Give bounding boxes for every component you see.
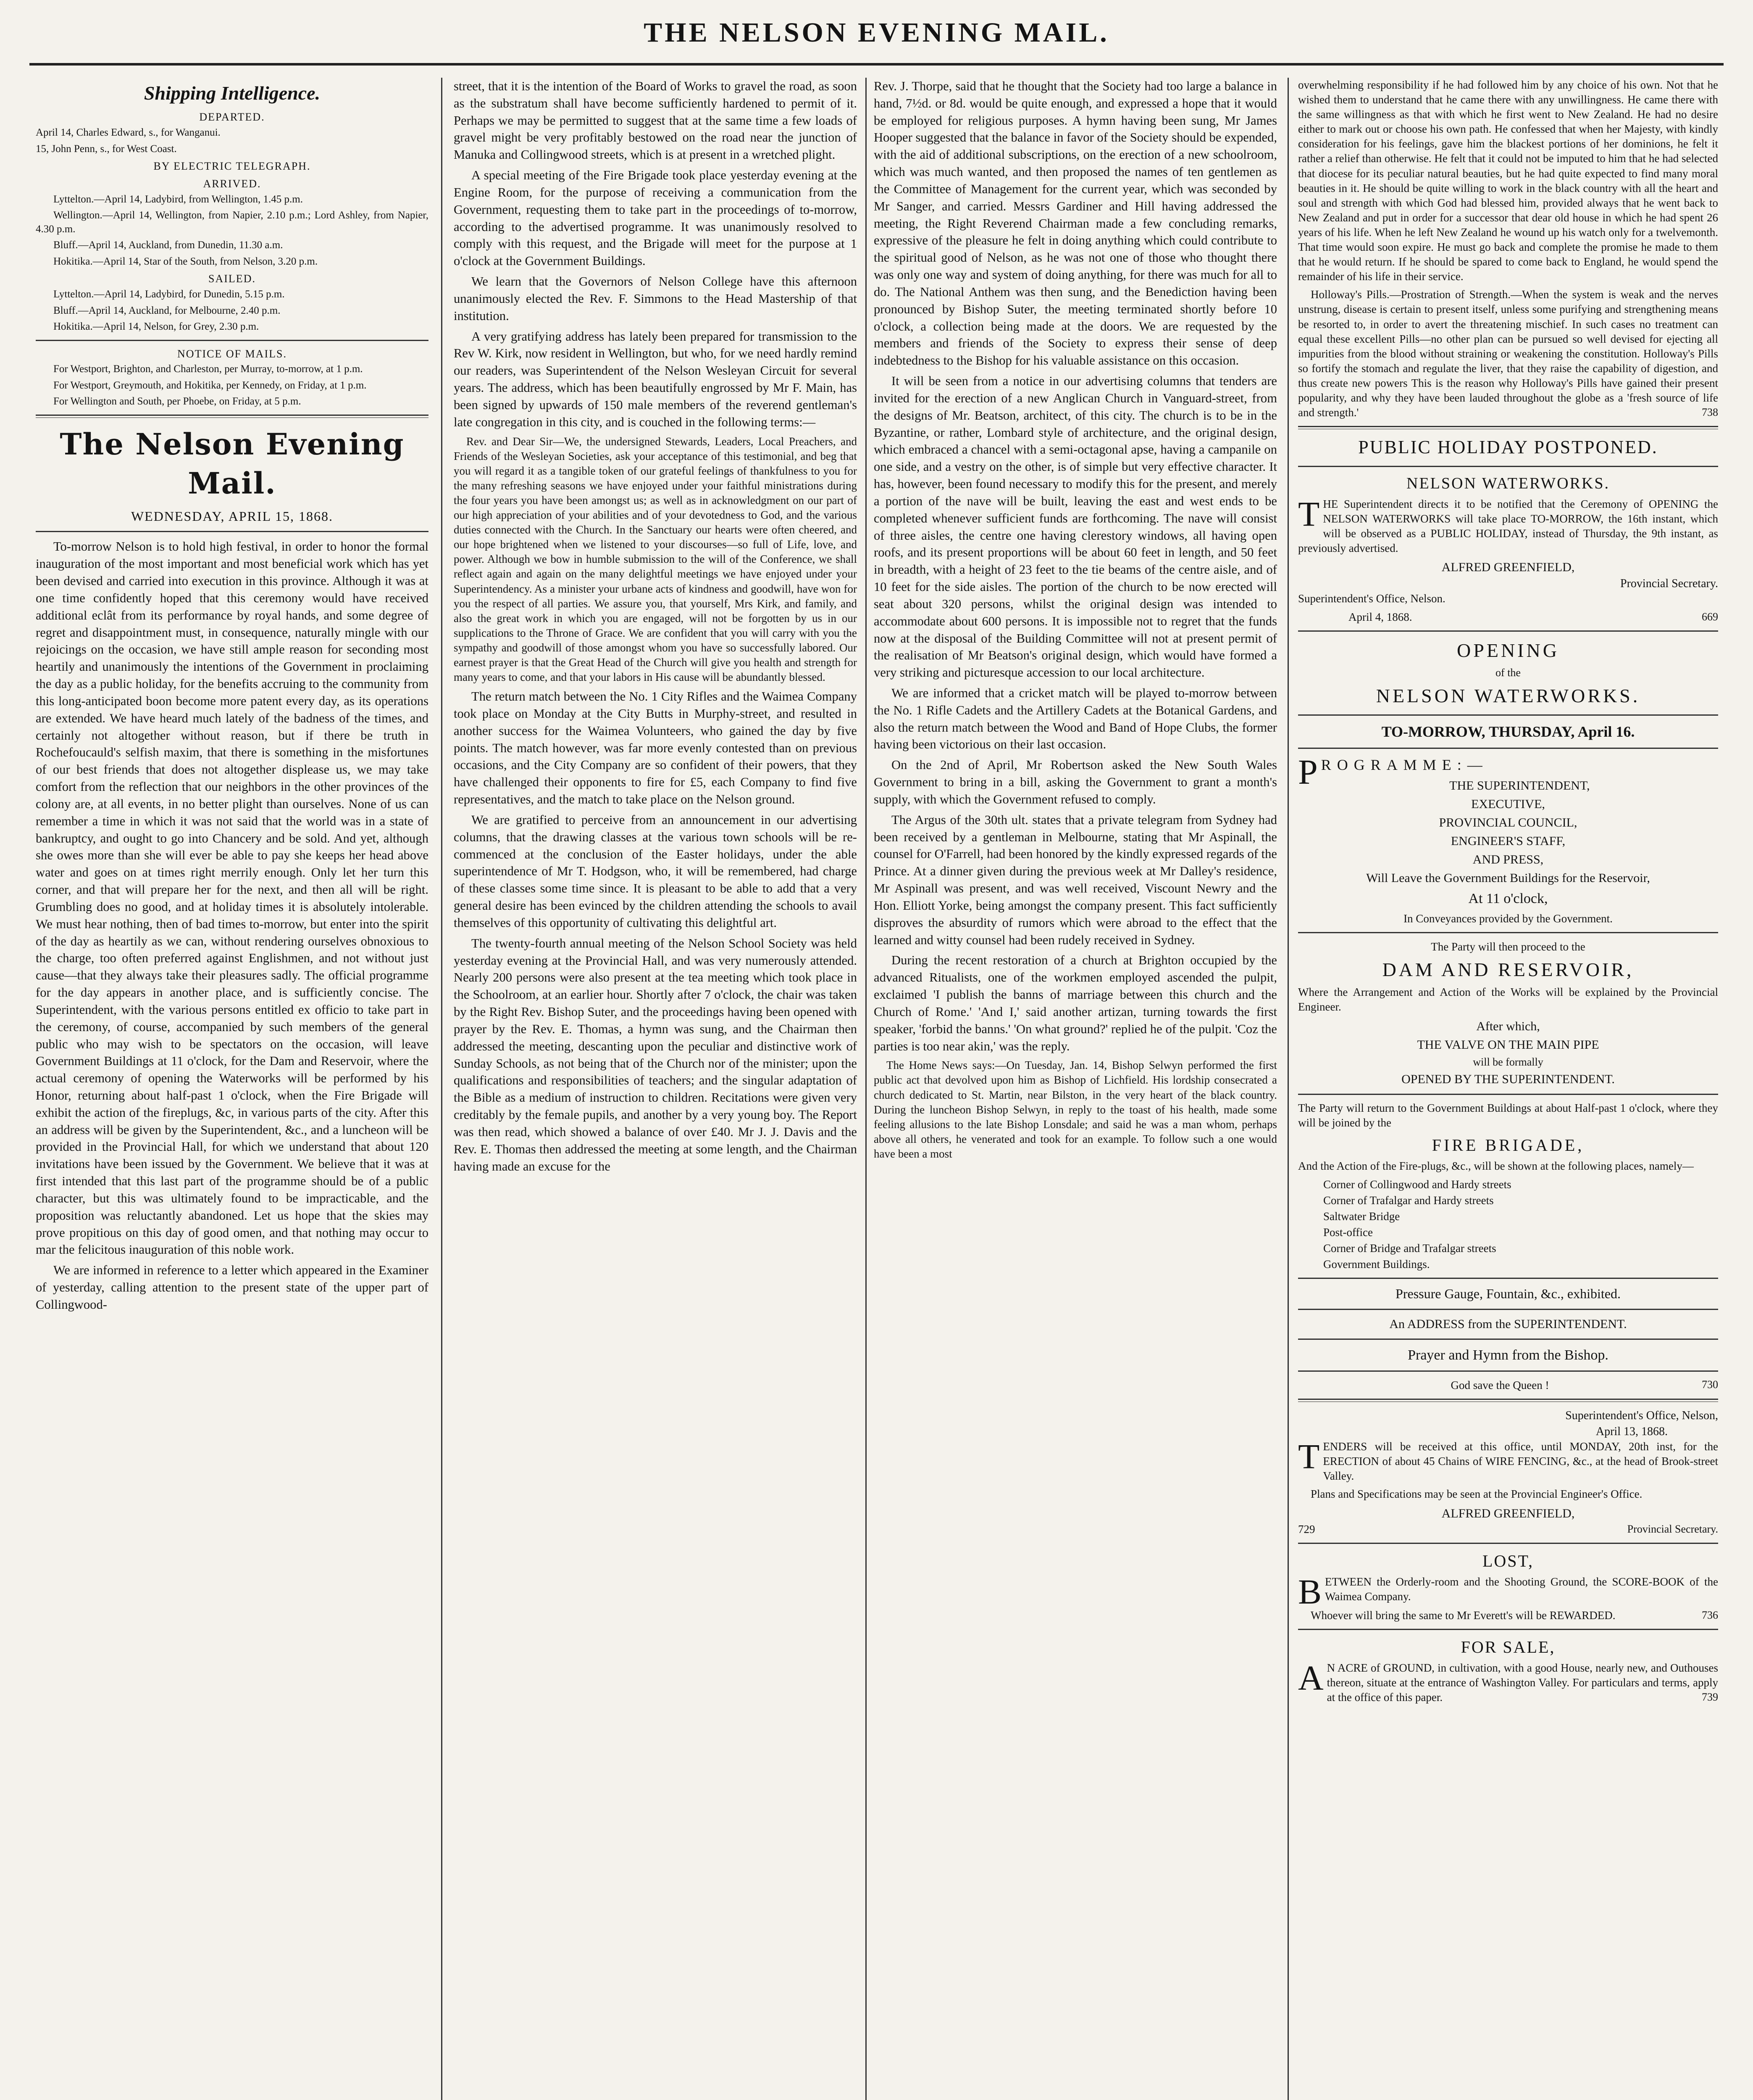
programme-line: AND PRESS, — [1472, 853, 1544, 867]
programme-queen: God save the Queen ! — [1451, 1379, 1549, 1392]
advert-date: April 4, 1868. — [1348, 610, 1412, 623]
advert-text: N ACRE of GROUND, in cultivation, with a good House, nearly new, and Outhouses thereon, situate at the entrance of Washington Valley. For particulars and terms, apply at the office of this paper. — [1327, 1662, 1718, 1704]
divider — [36, 531, 428, 532]
holloway-advert — [1298, 287, 1718, 420]
article-paragraph: The Argus of the 30th ult. states that a private telegram from Sydney had been received by a gentleman in Melbourne, stating that Mr Aspinall, the counsel for O'Farrell, had been honored by the kindly expressed regards of the Prince. At a dinner given during the previous week at Mr Dalley's residence, Mr Aspinall was present, and was well received, Viscount Newry and the Hon. Elliott Yorke, being amongst the company present. This fact sufficiently disproves the absurdity of rumors which were abroad to the effect that the learned and witty counsel had been rudely received in Sydney. — [874, 812, 1277, 947]
programme-line: THE VALVE ON THE MAIN PIPE — [1417, 1037, 1599, 1052]
advert-number: 730 — [1702, 1378, 1718, 1391]
arrived-heading: ARRIVED. — [203, 178, 261, 190]
article-paragraph: We are gratified to perceive from an announcement in our advertising columns, that the drawing classes at the various town schools will be re-commenced at the conclusion of the Easter holidays, under the able superintendence of Mr T. Hodgson, who, it will be remembered, had charge of these classes some time since. It is pleasant to be able to add that a very general desire has been evinced by the children attending the schools to avail themselves of this opportunity of cultivating this delightful art. — [454, 812, 857, 930]
signature: ALFRED GREENFIELD, — [1441, 560, 1575, 574]
divider — [1298, 630, 1718, 632]
sailed-heading: SAILED. — [208, 273, 256, 285]
home-news-text — [874, 1058, 1277, 1161]
shipping-entry: Bluff.—April 14, Auckland, from Dunedin, 11.30 a.m. — [53, 239, 283, 251]
advert-body — [1298, 1572, 1718, 1623]
programme-place: Corner of Bridge and Trafalgar streets — [1323, 1242, 1496, 1255]
shipping-entry: Bluff.—April 14, Auckland, for Melbourne, 2.40 p.m. — [53, 304, 281, 316]
masthead: THE NELSON EVENING MAIL. — [644, 17, 1109, 48]
drop-cap: B — [1298, 1572, 1322, 1612]
advert-heading: OPENING — [1457, 639, 1559, 661]
advert-of: of the — [1495, 667, 1521, 679]
programme-brigade: FIRE BRIGADE, — [1432, 1135, 1585, 1155]
advert-date: April 13, 1868. — [1595, 1425, 1668, 1438]
telegraph-heading: BY ELECTRIC TELEGRAPH. — [153, 160, 311, 173]
programme-line: Will Leave the Government Buildings for the Reservoir, — [1366, 871, 1650, 885]
advert-body — [1298, 1661, 1718, 1705]
article-paragraph: It will be seen from a notice in our advertising columns that tenders are invited for the erection of a new Anglican Church in Vanguard-street, from the designs of Mr. Beatson, architect, of this city. The church is to be in the Byzantine, or rather, Lombard style of architecture, and the original design, which embraced a chancel with a semi-octagonal apse, having a campanile on one side, and a vestry on the other, is of simple but very effective character. It has, however, been found necessary to modify this for the present, and merely a portion of the nave will be built, leaving the east and west ends to be completed whenever sufficient funds are forthcoming. The nave will consist of three aisles, the centre one having clerestory windows, all having open roofs, and its present proportions will be about 60 feet in length, and 50 feet in breadth, with a height of 23 feet to the tie beams of the centre aisle, and of 10 feet for the side aisles. The portion of the church to be now erected will seat about 320 persons, whilst the original design was intended to accommodate about 600 persons. It is impossible not to regret that the funds now at the disposal of the Building Committee will not at present permit of the realisation of Mr Beatson's original design, which would have formed a very striking and picturesque accession to our local architecture. — [874, 374, 1277, 680]
programme-line: PROVINCIAL COUNCIL, — [1439, 816, 1577, 830]
shipping-entry: Wellington.—April 14, Wellington, from Napier, 2.10 p.m.; Lord Ashley, from Napier, 4.30 p.m. — [36, 210, 428, 235]
divider — [1298, 1399, 1718, 1402]
programme-place: Saltwater Bridge — [1323, 1210, 1400, 1223]
advert-heading: LOST, — [1482, 1551, 1534, 1570]
shipping-entry: Lyttelton.—April 14, Ladybird, for Dunedin, 5.15 p.m. — [53, 289, 285, 300]
programme-text: The Party will return to the Government Buildings at about Half-past 1 o'clock, where they will be joined by the — [1298, 1102, 1718, 1129]
advert-number: 736 — [1702, 1609, 1718, 1621]
column-2 — [454, 78, 857, 2100]
column-divider — [865, 78, 867, 2100]
programme-text: Where the Arrangement and Action of the Works will be explained by the Provincial Engineer. — [1298, 986, 1718, 1013]
advert-subheading: NELSON WATERWORKS. — [1406, 474, 1610, 492]
article-paragraph: A very gratifying address has lately been prepared for transmission to the Rev W. Kirk, now resident in Wellington, but who, for we need hardly remind our readers, was Superintendent of the Nelson Wesleyan Circuit for several years. The address, which has been beautifully engrossed by Mr F. Main, has been signed by upwards of 150 male members of the reverend gentleman's late congregation in this city, and is couched in the following terms:— — [454, 329, 857, 429]
advert-sig-line — [1298, 1522, 1718, 1537]
advert-office: Superintendent's Office, Nelson. — [1298, 592, 1446, 605]
column-1 — [36, 78, 428, 2100]
signature: ALFRED GREENFIELD, — [1441, 1506, 1575, 1520]
advert-text: HE Superintendent directs it to be notified that the Ceremony of OPENING the NELSON WATERWORKS will take place TO-MORROW, the 16th instant, which will be observed as a PUBLIC HOLIDAY, instead of Thursday, the 9th instant, as previously advertised. — [1298, 497, 1718, 554]
article-paragraph: To-morrow Nelson is to hold high festival, in order to honor the formal inauguration of the most important and most beneficial work which has yet been devised and carried into execution in this province. Although it was at one time confidently hoped that this ceremony would have received additional eclât from its performance by royal hands, and some degree of regret and disappointment must, in consequence, naturally mingle with our rejoicings on the occasion, we have still ample reason for seconding most heartily and unanimously the intentions of the Government in proclaiming the day as a public holiday, for the benefits accruing to the community from this long-anticipated boon become more patent every day, as its operations are extended. We have heard much lately of the badness of the times, and certainly not altogether without reason, but if there be truth in Rochefoucauld's selfish maxim, that there is something in the misfortunes of our best friends that does not altogether displease us, we may take comfort from the reflection that our neighbors in the other provinces of the colony are, at all events, in no better plight than ourselves. None of us can remember a time in which it was not said that the world was in a state of bankruptcy, and ought to go into Chancery and be sold. And yet, although she owes more than she will ever be able to pay she keeps her head above water and goes on at times right merrily enough. Only let her turn this corner, and that will prepare her for the next, and then all will be right. Grumbling does no good, and at holiday times it is absolutely intolerable. We must hear nothing, then of bad times to-morrow, but enter into the spirit of the day as heartily as we can, without rendering ourselves obnoxious to the charge, too often preferred against Englishmen, and not without just cause—that they always take their pleasures sadly. The official programme for the day appears in another place, and is sufficiently concise. The Superintendent, with the various persons entitled ex officio to take part in the ceremony, of course, accompanied by such members of the general public who may wish to be spectators on the occasion, will leave Government Buildings at 11 o'clock, for the Dam and Reservoir, where the actual ceremony of opening the Waterworks will be performed by his Honor, returning about half-past 1 o'clock, when the Fire Brigade will exhibit the action of the fireplugs, &c, in various parts of the city. After this an address will be given by the Superintendent, &c., and a luncheon will be provided in the Provincial Hall, for which we understand that about 120 invitations have been issued by the Government. We believe that it was at first intended that this last part of the programme should be of a public character, but this was ultimately found to be impracticable, and the proposition was reluctantly abandoned. Let us hope that the skies may prove propitious on this day of good omen, and that nothing may occur to mar the felicitous inauguration of this noble work. — [36, 539, 428, 1257]
address-text — [454, 434, 857, 685]
drop-cap: A — [1298, 1659, 1324, 1698]
drop-cap: T — [1298, 1437, 1320, 1477]
advert-text: Plans and Specifications may be seen at the Provincial Engineer's Office. — [1311, 1488, 1643, 1501]
divider — [1298, 748, 1718, 749]
mail-entry: For Westport, Brighton, and Charleston, per Murray, to-morrow, at 1 p.m. — [53, 363, 363, 375]
programme-label: ROGRAMME:— — [1321, 756, 1488, 774]
programme-line: ENGINEER'S STAFF, — [1451, 834, 1566, 848]
article-paragraph: A special meeting of the Fire Brigade took place yesterday evening at the Engine Room, for the purpose of receiving a communication from the Government, requesting them to take part in the proceedings of to-morrow, according to the advertised programme. It was unanimously resolved to comply with this request, and the Brigade will meet for the purpose at 1 o'clock at the Government Buildings. — [454, 168, 857, 268]
continued-text — [1298, 78, 1718, 420]
article-paragraph: overwhelming responsibility if he had followed him by any choice of his own. Not that he wished them to understand that he came there with any unwillingness. He came there with the same willingness as that with which he first went to New Zealand. He had no desire either to mark out or choose his own path. He confessed that when her Majesty, with kindly consideration for his feelings, gave him the blackest portions of her dominions, he felt it rather a relief than otherwise. He felt that it could not be imputed to him that he had selected that diocese for its peculiar natural beauties, but he had quite expected to find many moral beauties in it. He should be quite willing to work in the black country with all the heart and soul and strength with which God had blessed him, provided always that he went back to New Zealand and put in order for a successor that dear old house in which he had spent 26 years of his life. When he left New Zealand he wound up his watch only for a twelvemonth. That time would soon expire. He must go back and complete the promise he made to them that he would return. If he should be spared to come back to England, he would spend the remainder of his life in their service. — [1298, 79, 1718, 283]
programme-time: At 11 o'clock, — [1468, 891, 1548, 907]
column-3 — [874, 78, 1277, 2100]
divider — [1298, 1094, 1718, 1095]
programme-place: Corner of Collingwood and Hardy streets — [1323, 1178, 1511, 1191]
programme-line: In Conveyances provided by the Government. — [1403, 912, 1613, 925]
divider — [36, 340, 428, 341]
divider — [1298, 1339, 1718, 1340]
divider — [1298, 1370, 1718, 1372]
shipping-section — [36, 110, 428, 408]
advert-text: ETWEEN the Orderly-room and the Shooting Ground, the SCORE-BOOK of the Waimea Company. — [1325, 1575, 1718, 1603]
programme-text: And the Action of the Fire-plugs, &c., will be shown at the following places, namely— — [1298, 1159, 1694, 1172]
shipping-entry: Hokitika.—April 14, Star of the South, from Nelson, 3.20 p.m. — [53, 255, 318, 267]
signature-title: Provincial Secretary. — [1627, 1522, 1718, 1535]
programme-line: After which, — [1476, 1019, 1540, 1033]
column-4 — [1298, 78, 1718, 2100]
advert-date-line — [1298, 610, 1718, 625]
advert-number: 729 — [1298, 1522, 1315, 1536]
address-paragraph: Rev. and Dear Sir—We, the undersigned Stewards, Leaders, Local Preachers, and Friends of the Wesleyan Societies, ask your acceptance of this testimonial, and beg that you will regard it as a tangible token of our grateful feelings of thankfulness to you for the many refreshing seasons we have enjoyed under your faithful ministrations during the four years you have been amongst us; as well as in acknowledgment on our part of our high appreciation of your abilities and of your devotedness to God, and the various duties connected with the Church. In the Sanctuary our hearts were often cheered, and our hope brightened when we listened to your discourses—so full of Life, love, and power. Although we bow in humble submission to the will of the Conference, we shall reflect again and again on the many delightful meetings we have enjoyed under your Superintendency. As a minister your urbane acts of kindness and goodwill, have won for you the respect of all parties. We assure you, that yourself, Mrs Kirk, and family, and also the great work in which you are engaged, will not be forgotten by us in our supplications to the Throne of Grace. We are confident that you will carry with you the sympathy and goodwill of those amongst whom you have so successfully labored. Our earnest prayer is that the Great Head of the Church will give you health and strength for many years to come, and that your labors in His cause will be abundantly blessed. — [454, 435, 857, 684]
article-paragraph: On the 2nd of April, Mr Robertson asked the New South Wales Government to bring in a bill, asking the Government to grant a month's supply, with which the Government refused to comply. — [874, 758, 1277, 806]
programme-line: OPENED BY THE SUPERINTENDENT. — [1401, 1072, 1615, 1087]
article-paragraph: street, that it is the intention of the Board of Works to gravel the road, as soon as the substratum shall have become sufficiently hardened to permit of it. Perhaps we may be permitted to suggest that at the same time a few loads of gravel might be very profitably bestowed on the road near the junction of Manuka and Collingwood streets, which is at present in a wretched plight. — [454, 79, 857, 162]
column-divider — [1288, 78, 1289, 2100]
mail-entry: For Westport, Greymouth, and Hokitika, per Kennedy, on Friday, at 1 p.m. — [53, 379, 367, 391]
mail-entry: For Wellington and South, per Phoebe, on Friday, at 5 p.m. — [53, 396, 301, 407]
shipping-entry: Hokitika.—April 14, Nelson, for Grey, 2.30 p.m. — [53, 321, 259, 333]
advert-number: 738 — [1702, 406, 1718, 419]
mails-heading: NOTICE OF MAILS. — [177, 347, 287, 360]
divider — [1298, 466, 1718, 467]
column-divider — [441, 78, 442, 2100]
masthead-rule — [29, 63, 1724, 66]
programme-place: Government Buildings. — [1323, 1258, 1430, 1271]
programme-block — [1298, 755, 1718, 868]
divider — [1298, 426, 1718, 429]
programme-line: EXECUTIVE, — [1471, 797, 1545, 811]
programme-prayer: Prayer and Hymn from the Bishop. — [1408, 1347, 1608, 1363]
divider — [1298, 1543, 1718, 1544]
advert-number: 669 — [1702, 610, 1718, 623]
article-paragraph: We learn that the Governors of Nelson College have this afternoon unanimously elected the Rev. F. Simmons to the Head Mastership of that institution. — [454, 274, 857, 323]
divider — [1298, 1629, 1718, 1630]
programme-place: Post-office — [1323, 1226, 1373, 1239]
article-paragraph: We are informed in reference to a letter which appeared in the Examiner of yesterday, calling attention to the present state of the upper part of Collingwood- — [36, 1263, 428, 1312]
paper-title: The Nelson Evening Mail. — [60, 426, 405, 501]
advert-holiday — [1298, 435, 1718, 624]
advert-opening — [1298, 638, 1718, 1393]
article-paragraph: During the recent restoration of a church at Brighton occupied by the advanced Ritualists, one of the workmen employed ascended the pulpit, exclaimed 'I publish the banns of marriage between this church and the Church of Rome.' 'And I,' said another artizan, turning towards the first speaker, 'forbid the banns.' 'On what ground?' replied he of the pulpit. 'Coz the parties is too near akin,' was the reply. — [874, 953, 1277, 1053]
shipping-entry: April 14, Charles Edward, s., for Wanganui. — [36, 127, 221, 139]
advert-office: Superintendent's Office, Nelson, — [1565, 1409, 1718, 1423]
divider — [1298, 1309, 1718, 1310]
divider — [36, 415, 428, 418]
divider — [1298, 1278, 1718, 1279]
shipping-entry: Lyttelton.—April 14, Ladybird, from Wellington, 1.45 p.m. — [53, 193, 303, 205]
drop-cap: P — [1298, 753, 1318, 792]
advert-heading: PUBLIC HOLIDAY POSTPONED. — [1358, 437, 1658, 458]
advert-text: Whoever will bring the same to Mr Everett's will be REWARDED. — [1311, 1609, 1616, 1622]
dateline: WEDNESDAY, APRIL 15, 1868. — [131, 508, 334, 524]
shipping-heading: Shipping Intelligence. — [144, 82, 321, 104]
advert-text: ENDERS will be received at this office, until MONDAY, 20th inst, for the ERECTION of about 45 Chains of WIRE FENCING, &c., at the head of Brook-street Valley. — [1323, 1440, 1718, 1483]
divider — [1298, 714, 1718, 716]
advert-body — [1298, 1439, 1718, 1502]
advert-heading: FOR SALE, — [1461, 1637, 1556, 1656]
drop-cap: T — [1298, 494, 1320, 534]
article-paragraph: We are informed that a cricket match will be played to-morrow between the No. 1 Rifle Cadets and the Artillery Cadets at the Botanical Gardens, and also the return match between the Wood and Band of Hope Clubs, the former having been victorious on their last occasion. — [874, 685, 1277, 752]
advert-date: TO-MORROW, THURSDAY, April 16. — [1381, 723, 1635, 740]
programme-line: will be formally — [1473, 1055, 1543, 1068]
article-paragraph: The return match between the No. 1 City Rifles and the Waimea Company took place on Monday at the City Butts in Murphy-street, and resulted in another success for the Waimea Volunteers, who gained the day by five points. The match however, was far more evenly contested than on previous occasions, and the City Company are so confident of their powers, that they have challenged their opponents to fire for £5, each Company to find five representatives, and the match to take place on the Nelson ground. — [454, 689, 857, 807]
article-paragraph: The twenty-fourth annual meeting of the Nelson School Society was held yesterday evening at the Provincial Hall, and was very numerously attended. Nearly 200 persons were also present at the tea meeting which took place in the Schoolroom, at an earlier hour. Shortly after 7 o'clock, the chair was taken by the Right Rev. Bishop Suter, and the proceedings having been opened with prayer by the Rev. E. Thomas, a hymn was sung, and the Chairman then addressed the meeting, descanting upon the peculiar and distinctive work of Sunday Schools, as not being that of the Church nor of the minister; upon the qualifications and responsibilities of teachers; and the singular adaptation of the Bible as a medium of instruction to children. Recitations were given very creditably by the female pupils, and another by a very young boy. The Report was then read, which showed a balance of over £40. Mr J. J. Davis and the Rev. E. Thomas then addressed the meeting at some length, and the Chairman having made an excuse for the — [454, 936, 857, 1173]
shipping-entry: 15, John Penn, s., for West Coast. — [36, 143, 177, 155]
programme-line: The Party will then proceed to the — [1431, 940, 1585, 953]
programme-address: An ADDRESS from the SUPERINTENDENT. — [1389, 1317, 1627, 1331]
programme-place: Corner of Trafalgar and Hardy streets — [1323, 1194, 1494, 1207]
programme-pressure: Pressure Gauge, Fountain, &c., exhibited. — [1396, 1286, 1621, 1302]
advert-body — [1298, 494, 1718, 556]
advert-title: NELSON WATERWORKS. — [1376, 685, 1640, 706]
advert-for-sale — [1298, 1636, 1718, 1705]
article-paragraph: The Home News says:—On Tuesday, Jan. 14, Bishop Selwyn performed the first public act that devolved upon him as Bishop of Lichfield. His lordship consecrated a church dedicated to St. Martin, near Bilston, in the very heart of the black country. During the luncheon Bishop Selwyn, in reply to the toast of his health, made some feeling allusions to the late Bishop Lonsdale; and said he was a man whom, perhaps above all others, he venerated and took for an example. To follow such a one would have been a most — [874, 1059, 1277, 1160]
signature-title: Provincial Secretary. — [1620, 577, 1718, 591]
holloway-text: Holloway's Pills.—Prostration of Strength.—When the system is weak and the nerves unstrung, disease is certain to present itself, unless some purifying and strengthening means be resorted to, in order to avert the threatening mischief. In such cases no treatment can equal these excellent Pills—no other plan can be pursued so well devised for ejecting all impurities from the blood without straining or weakening the constitution. Holloway's Pills so fortify the stomach and regulate the liver, that they raise the capability of digestion, and thus create new powers This is the reason why Holloway's Pills have gained their present popularity, and why they have been lauded throughout the globe as a 'fresh source of life and strength.' — [1298, 288, 1718, 419]
divider — [1298, 932, 1718, 933]
departed-heading: DEPARTED. — [199, 111, 265, 123]
article-paragraph: Rev. J. Thorpe, said that he thought that the Society had too large a balance in hand, 7½d. or 8d. would be quite enough, and expressed a hope that it would be employed for religious purposes. A hymn having been sung, Mr James Hooper suggested that the balance in favor of the Society should be expended, with the aid of additional subscriptions, on the erection of a new schoolroom, which was much wanted, and then proposed the names of ten gentlemen as the Committee of Management for the current year, which was seconded by Mr Sanger, and carried. Messrs Gardiner and Hill having addressed the meeting, the Right Reverend Chairman made a few concluding remarks, expressive of the pleasure he felt in doing anything which could contribute to the spiritual good of Nelson, as he was not one of those who thought there was only one way and system of doing anything, for there was much for all to do. The National Anthem was then sung, and the Benediction having been pronounced by Bishop Suter, the meeting terminated shortly before 10 o'clock, a collection being made at the doors. We are requested by the members and friends of the Society to express their sense of deep indebtedness to the Bishop for his valuable assistance on this occasion. — [874, 79, 1277, 368]
programme-line: THE SUPERINTENDENT, — [1449, 779, 1590, 793]
programme-queen-line — [1298, 1378, 1718, 1393]
advert-number: 739 — [1702, 1691, 1718, 1704]
programme-dam: DAM AND RESERVOIR, — [1382, 958, 1634, 980]
advert-lost — [1298, 1550, 1718, 1623]
advert-tenders — [1298, 1408, 1718, 1536]
